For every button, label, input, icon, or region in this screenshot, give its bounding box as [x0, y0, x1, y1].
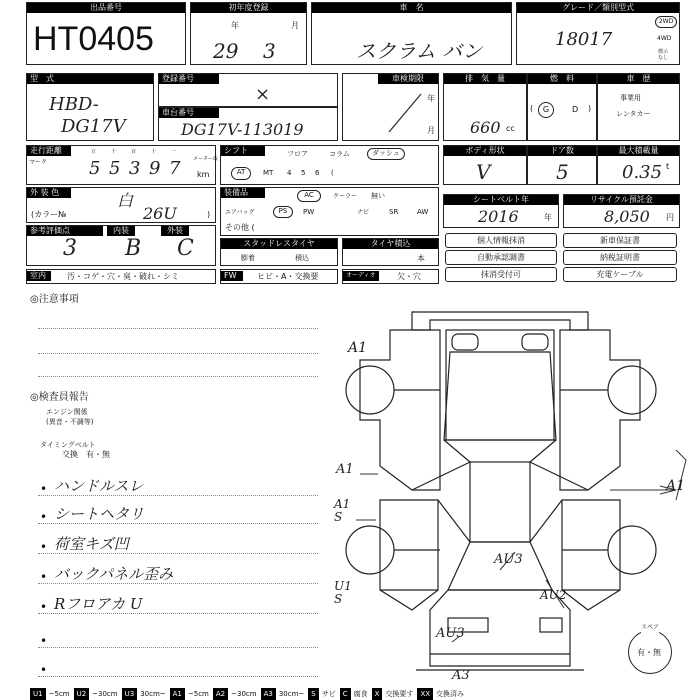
color-code-value: 26U [143, 204, 177, 223]
displacement-box [443, 73, 527, 141]
inspection-expiry-label: 車検期限 [378, 74, 438, 84]
fw-condition-label: FW [221, 271, 243, 281]
audio-condition-items: 欠・穴 [397, 272, 421, 281]
legend-code: U3 [122, 688, 138, 700]
history-box [597, 73, 680, 141]
report-line [38, 647, 318, 648]
legend-code: C [340, 688, 351, 700]
document-button[interactable]: 抹消受付可 [445, 267, 557, 282]
legend-description: 30cm~ [278, 690, 305, 698]
report-line-text: 荷室キズ凹 [54, 535, 129, 553]
fuel-paren-left: ( [530, 104, 534, 113]
history-rental-option[interactable]: レンタカー [616, 110, 651, 118]
seatbelt-value: 2016 [478, 207, 519, 226]
fuel-box [527, 73, 597, 141]
equipment-label: 装備品 [221, 188, 265, 198]
inspection-expiry-box [342, 73, 439, 141]
equipment-sr-option[interactable]: SR [389, 208, 399, 216]
seatbelt-box [443, 194, 559, 228]
legend-description: 30cm~ [140, 690, 166, 698]
notes-line [38, 376, 318, 377]
seatbelt-label: シートベルト年 [444, 195, 558, 205]
mileage-place-unit: 一 [171, 149, 177, 155]
shift-mt-option[interactable]: MT [263, 169, 274, 177]
inspection-month-unit: 月 [427, 126, 435, 135]
document-button[interactable]: 自動承認調書 [445, 250, 557, 265]
legend-code: XX [417, 688, 433, 700]
exterior-color-box [26, 187, 216, 223]
damage-mark: AU3 [436, 626, 465, 641]
spare-tire-label: スペア [641, 624, 660, 631]
fw-condition-row [220, 269, 338, 284]
interior-score-label: 内装 [107, 226, 135, 236]
car-name-label: 車 名 [312, 3, 511, 13]
color-code-label: (カラー№ [31, 210, 67, 219]
fuel-paren-right: ) [588, 104, 592, 113]
report-line [38, 676, 318, 677]
damage-legend [30, 688, 700, 700]
report-bullet: • [40, 570, 48, 584]
equipment-aw-option[interactable]: AW [417, 208, 429, 216]
document-button[interactable]: 納税証明書 [563, 250, 677, 265]
displacement-value: 660 [470, 118, 501, 137]
mileage-place-unit: 百 [131, 149, 137, 155]
document-button[interactable]: 個人情報抹消 [445, 233, 557, 248]
displacement-unit: cc [506, 124, 515, 133]
year-unit: 年 [231, 21, 239, 30]
recycle-value: 8,050 [604, 207, 650, 226]
drive-2wd-option[interactable]: 2WD [655, 16, 677, 28]
legend-description: ~30cm [231, 690, 257, 698]
grade-label: グレード／類別型式 [517, 3, 679, 13]
report-line-text: ハンドルスレ [54, 477, 144, 495]
color-code-paren: ) [207, 210, 211, 219]
shift-5-option[interactable]: 5 [301, 169, 306, 177]
legend-description: 腐食 [353, 690, 368, 698]
interior-score-value: B [125, 236, 142, 261]
inspection-year-unit: 年 [427, 94, 435, 103]
mileage-digit: 3 [129, 158, 141, 179]
tire-load-label: タイヤ積込 [343, 239, 438, 249]
exterior-color-label: 外 装 色 [27, 188, 71, 198]
mileage-meter-note: メーター改 [193, 156, 219, 162]
equipment-box [220, 187, 439, 236]
equipment-cooler-option[interactable]: クーラー [333, 193, 358, 200]
model-box [26, 73, 154, 141]
equipment-airbag-option[interactable]: エアバッグ [225, 209, 255, 216]
history-label: 車 歴 [598, 74, 679, 84]
studless-option-2[interactable]: 積込 [295, 254, 309, 262]
recycle-box [563, 194, 680, 228]
seatbelt-unit: 年 [544, 213, 552, 222]
chassis-number-label: 車台番号 [159, 108, 219, 118]
fw-condition-items: ヒビ・A・交換要 [257, 272, 319, 281]
equipment-ac-option[interactable]: AC [297, 190, 321, 202]
mileage-mark-label: マーク [29, 159, 48, 166]
spare-tire-value: 有・無 [637, 648, 661, 657]
mileage-box [26, 145, 219, 185]
legend-code: S [308, 688, 318, 700]
report-line-text: バックパネル歪み [54, 565, 174, 583]
tire-load-box [342, 238, 439, 266]
capacity-box [597, 145, 680, 185]
damage-mark: A1 S [334, 497, 351, 524]
mileage-digit: 5 [89, 158, 101, 179]
shift-at-option[interactable]: AT [231, 167, 251, 180]
model-line1: HBD- [49, 94, 99, 115]
shift-floor-option[interactable]: フロア [287, 150, 308, 158]
damage-mark: A3 [452, 668, 470, 683]
car-name-value: スクラム バン [356, 39, 483, 63]
damage-mark: A1 [336, 462, 354, 477]
drive-none-option[interactable]: 標示 なし [658, 49, 669, 61]
report-bullet: • [40, 510, 48, 524]
studless-label: スタッドレスタイヤ [221, 239, 337, 249]
spare-tire-indicator [628, 624, 672, 674]
damage-mark: A1 [348, 340, 368, 356]
lot-number-value: HT0405 [33, 20, 154, 58]
studless-option-1[interactable]: 膨着 [241, 254, 255, 262]
shift-other-option[interactable]: ( [331, 169, 334, 177]
model-label: 型 式 [27, 74, 153, 84]
capacity-unit: t [666, 162, 670, 171]
shift-6-option[interactable]: 6 [315, 169, 320, 177]
chassis-number-value: DG17V-113019 [181, 120, 304, 139]
report-bullet: • [40, 482, 48, 496]
first-registration-year: 29 [213, 39, 239, 63]
document-button[interactable]: 新車保証書 [563, 233, 677, 248]
timing-belt-options: 交換 有・無 [62, 450, 110, 459]
first-registration-month: 3 [263, 39, 276, 63]
report-bullet: • [40, 600, 48, 614]
mileage-place-unit: 千 [111, 149, 117, 155]
capacity-value: 0.35 [622, 162, 663, 183]
legend-description: ~5cm [48, 690, 70, 698]
legend-description: サビ [321, 690, 336, 698]
legend-description: ~5cm [187, 690, 209, 698]
month-unit: 月 [291, 21, 299, 30]
equipment-ps-option[interactable]: PS [273, 206, 293, 218]
body-type-box [443, 145, 527, 185]
fuel-diesel-option[interactable]: D [572, 105, 579, 114]
grade-box [516, 2, 680, 65]
equipment-none-option[interactable]: 無い [371, 192, 385, 200]
fuel-gasoline-option[interactable]: G [538, 102, 554, 118]
doors-value: 5 [556, 160, 569, 184]
mileage-unit: km [197, 170, 210, 179]
legend-code: A1 [170, 688, 185, 700]
registration-number-box [158, 73, 338, 107]
interior-condition-label: 室内 [27, 271, 51, 281]
audio-condition-row [342, 269, 439, 284]
mileage-label: 走行距離 [27, 146, 71, 156]
capacity-label: 最大積載量 [598, 146, 679, 156]
notes-line [38, 353, 318, 354]
body-type-label: ボディ形状 [444, 146, 526, 156]
legend-code: X [372, 688, 383, 700]
registration-number-value: × [255, 84, 271, 105]
equipment-other-label: その他 ( [225, 223, 255, 232]
report-bullet: • [40, 663, 48, 677]
mileage-place-unit: 万 [91, 149, 97, 155]
model-line2: DG17V [61, 116, 126, 137]
interior-condition-row [26, 269, 216, 284]
legend-code: A3 [261, 688, 276, 700]
report-line-text: Rフロアカ U [54, 595, 143, 613]
legend-code: U1 [30, 688, 46, 700]
document-button[interactable]: 充電ケーブル [563, 267, 677, 282]
doors-box [527, 145, 597, 185]
scores-box [26, 225, 216, 266]
notes-line [38, 328, 318, 329]
fuel-label: 燃 料 [528, 74, 596, 84]
history-commercial-option[interactable]: 事業用 [620, 94, 641, 102]
doors-label: ドア数 [528, 146, 596, 156]
exterior-score-label: 外装 [161, 226, 189, 236]
mileage-digit: 9 [149, 158, 161, 179]
registration-number-label: 登録番号 [159, 74, 219, 84]
damage-mark: U1 S [334, 579, 352, 606]
first-registration-label: 初年度登録 [191, 3, 306, 13]
displacement-label: 排 気 量 [444, 74, 526, 84]
inspection-crossed-out [383, 88, 427, 136]
overall-score-value: 3 [63, 236, 77, 261]
inspector-heading: ◎検査員報告 [30, 392, 89, 403]
mileage-place-unit: 十 [151, 149, 157, 155]
first-registration-box [190, 2, 307, 65]
chassis-number-box [158, 107, 338, 141]
report-line-text: シートヘタリ [54, 505, 145, 523]
engine-sub-label: (異音・不調等) [46, 418, 94, 426]
shift-4-option[interactable]: 4 [287, 169, 292, 177]
studless-box [220, 238, 338, 266]
legend-description: 交換要す [385, 690, 414, 698]
recycle-label: リサイクル預託金 [564, 195, 679, 205]
damage-mark: AU3 [494, 552, 523, 567]
legend-description: ~30cm [92, 690, 118, 698]
drive-4wd-option[interactable]: 4WD [657, 35, 672, 42]
damage-mark: AU2 [540, 588, 567, 602]
shift-box [220, 145, 439, 185]
legend-description: 交換済み [436, 690, 465, 698]
audio-condition-label: オーディオ [343, 271, 379, 281]
shift-column-option[interactable]: コラム [329, 150, 350, 158]
recycle-unit: 円 [666, 213, 674, 222]
exterior-color-value: 白 [117, 191, 134, 210]
lot-number-label: 出品番号 [27, 3, 185, 13]
damage-mark: A1 [666, 478, 686, 494]
interior-condition-items: 汚・コゲ・穴・臭・破れ・シミ [67, 272, 179, 281]
equipment-pw-option[interactable]: PW [303, 208, 315, 216]
grade-value: 18017 [555, 29, 613, 50]
scores-label: 参考評価点 [27, 226, 103, 236]
car-name-box [311, 2, 512, 65]
legend-code: U2 [74, 688, 90, 700]
shift-label: シフト [221, 146, 265, 156]
engine-label: エンジン関係 [46, 408, 88, 416]
report-bullet: • [40, 540, 48, 554]
body-type-value: V [476, 160, 491, 184]
timing-belt-label: タイミングベルト [40, 441, 96, 449]
equipment-navi-option[interactable]: ナビ [357, 209, 370, 216]
report-bullet: • [40, 634, 48, 648]
mileage-digit: 5 [109, 158, 121, 179]
exterior-score-value: C [177, 236, 194, 261]
tire-load-unit: 本 [417, 254, 425, 263]
legend-code: A2 [213, 688, 228, 700]
shift-dash-option[interactable]: ダッシュ [367, 148, 405, 160]
lot-number-box [26, 2, 186, 65]
notes-heading: ◎注意事項 [30, 294, 79, 305]
mileage-digit: 7 [169, 158, 181, 179]
